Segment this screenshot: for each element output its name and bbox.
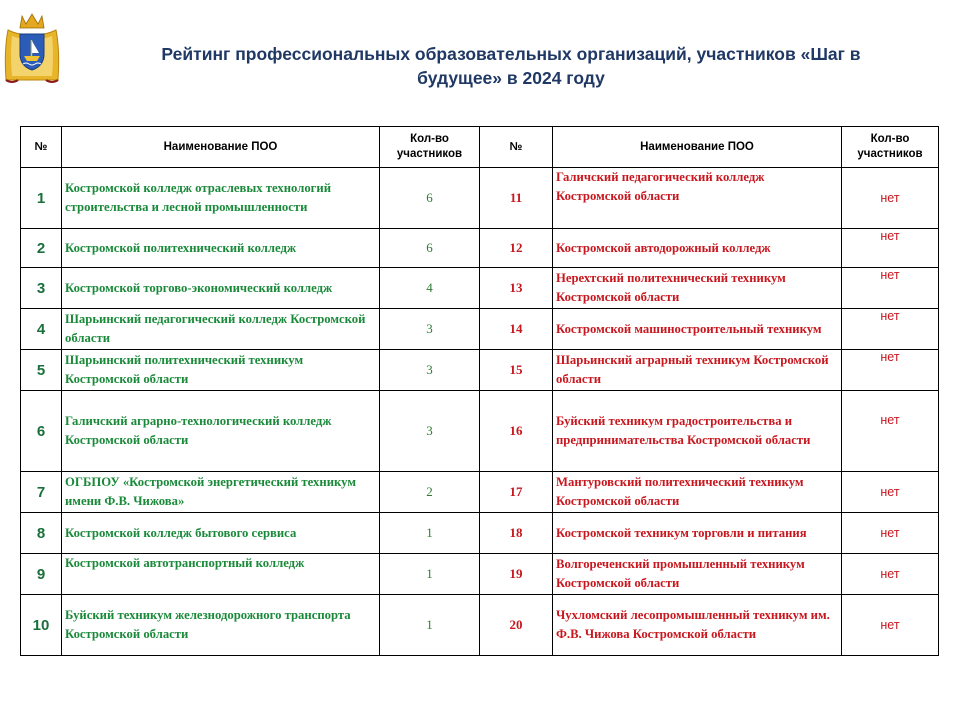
count-left: 2 — [380, 472, 480, 513]
rank-right: 16 — [480, 391, 553, 472]
org-name-left: Шарьинский педагогический колледж Костромской области — [62, 309, 380, 350]
org-name-right: Шарьинский аграрный техникум Костромской области — [553, 350, 842, 391]
count-right: нет — [842, 513, 939, 554]
rank-right: 20 — [480, 595, 553, 656]
rank-right: 11 — [480, 168, 553, 229]
count-left: 4 — [380, 268, 480, 309]
org-name-left: Шарьинский политехнический техникум Костромской области — [62, 350, 380, 391]
count-left: 3 — [380, 391, 480, 472]
rank-left: 8 — [21, 513, 62, 554]
rank-right: 18 — [480, 513, 553, 554]
rank-right: 17 — [480, 472, 553, 513]
rank-right: 19 — [480, 554, 553, 595]
count-left: 1 — [380, 513, 480, 554]
rank-right: 12 — [480, 229, 553, 268]
org-name-left: Галичский аграрно-технологический колледж Костромской области — [62, 391, 380, 472]
count-right: нет — [842, 554, 939, 595]
count-left: 6 — [380, 229, 480, 268]
table-row — [21, 513, 939, 554]
title-line-2: будущее» в 2024 году — [417, 68, 605, 88]
org-name-right: Волгореченский промышленный техникум Костромской области — [553, 554, 842, 595]
col-header-num-left: № — [21, 127, 62, 168]
org-name-left: Костромской колледж бытового сервиса — [62, 513, 380, 554]
rank-left: 2 — [21, 229, 62, 268]
col-header-count-left: Кол-во участников — [380, 127, 480, 168]
title-line-1: Рейтинг профессиональных образовательных организаций, участников «Шаг в — [161, 44, 861, 64]
org-name-left: Костромской колледж отраслевых технологий строительства и лесной промышленности — [62, 168, 380, 229]
rank-left: 6 — [21, 391, 62, 472]
count-left: 3 — [380, 309, 480, 350]
org-name-right: Мантуровский политехнический техникум Костромской области — [553, 472, 842, 513]
count-left: 1 — [380, 554, 480, 595]
page-title — [88, 42, 934, 90]
count-right: нет — [842, 391, 939, 472]
count-right: нет — [842, 268, 939, 309]
rank-left: 4 — [21, 309, 62, 350]
rank-left: 9 — [21, 554, 62, 595]
rank-right: 14 — [480, 309, 553, 350]
count-right: нет — [842, 309, 939, 350]
org-name-right: Костромской техникум торговли и питания — [553, 513, 842, 554]
table-row — [21, 268, 939, 309]
rating-table — [20, 126, 939, 656]
rank-left: 5 — [21, 350, 62, 391]
org-name-right: Нерехтский политехнический техникум Костромской области — [553, 268, 842, 309]
org-name-left: Костромской автотранспортный колледж — [62, 554, 380, 595]
count-right: нет — [842, 168, 939, 229]
org-name-right: Галичский педагогический колледж Костромской области — [553, 168, 842, 229]
org-name-right: Костромской машиностроительный техникум — [553, 309, 842, 350]
col-header-count-right: Кол-во участников — [842, 127, 939, 168]
col-header-name-left: Наименование ПОО — [62, 127, 380, 168]
col-header-num-right: № — [480, 127, 553, 168]
count-left: 1 — [380, 595, 480, 656]
rank-right: 15 — [480, 350, 553, 391]
coat-of-arms-icon — [2, 10, 62, 86]
org-name-left: Буйский техникум железнодорожного транспорта Костромской области — [62, 595, 380, 656]
org-name-right: Костромской автодорожный колледж — [553, 229, 842, 268]
table-row — [21, 472, 939, 513]
rank-right: 13 — [480, 268, 553, 309]
rank-left: 1 — [21, 168, 62, 229]
table-row — [21, 391, 939, 472]
table-row — [21, 554, 939, 595]
table-row — [21, 168, 939, 229]
org-name-left: ОГБПОУ «Костромской энергетический техникум имени Ф.В. Чижова» — [62, 472, 380, 513]
col-header-name-right: Наименование ПОО — [553, 127, 842, 168]
count-right: нет — [842, 472, 939, 513]
org-name-right: Чухломский лесопромышленный техникум им. Ф.В. Чижова Костромской области — [553, 595, 842, 656]
count-left: 3 — [380, 350, 480, 391]
count-right: нет — [842, 229, 939, 268]
table-row — [21, 595, 939, 656]
table-row — [21, 309, 939, 350]
rank-left: 7 — [21, 472, 62, 513]
table-header-row — [21, 127, 939, 168]
table-row — [21, 229, 939, 268]
count-left: 6 — [380, 168, 480, 229]
rank-left: 10 — [21, 595, 62, 656]
table-row — [21, 350, 939, 391]
count-right: нет — [842, 595, 939, 656]
org-name-right: Буйский техникум градостроительства и предпринимательства Костромской области — [553, 391, 842, 472]
org-name-left: Костромской торгово-экономический колледж — [62, 268, 380, 309]
org-name-left: Костромской политехнический колледж — [62, 229, 380, 268]
count-right: нет — [842, 350, 939, 391]
rank-left: 3 — [21, 268, 62, 309]
